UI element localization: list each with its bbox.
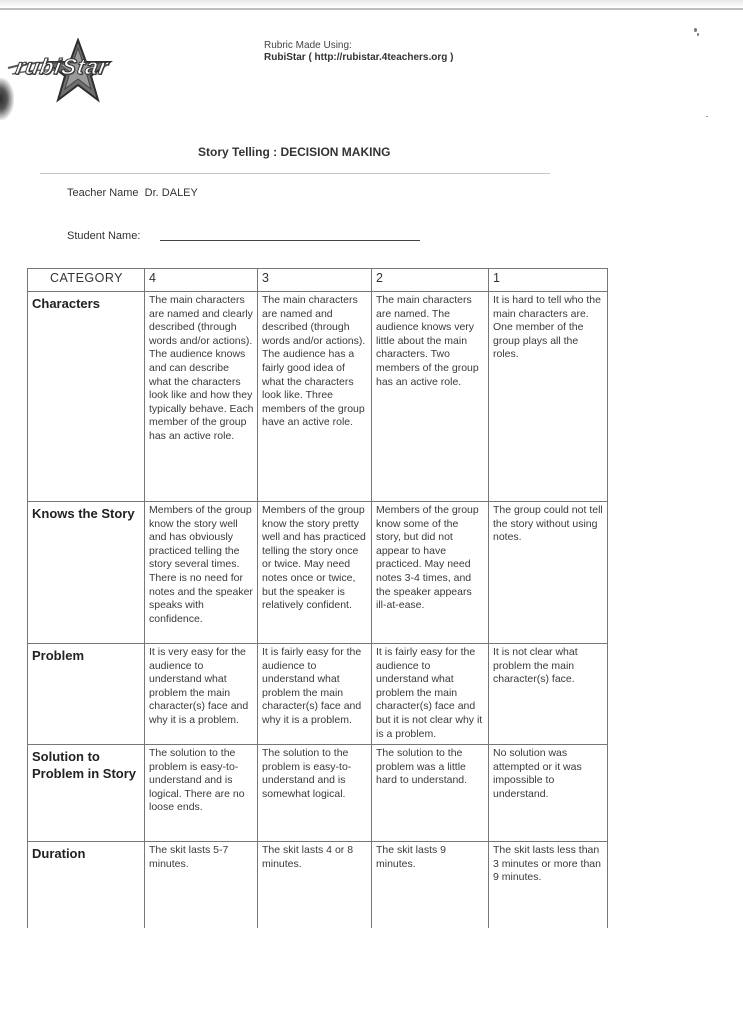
table-row: [28, 745, 608, 842]
rubric-title: Story Telling : DECISION MAKING: [198, 145, 391, 159]
score-2-cell: The skit lasts 9 minutes.: [372, 842, 489, 928]
score-2-cell: The solution to the problem was a little hard to understand.: [372, 745, 489, 842]
column-header-3: 3: [258, 269, 372, 292]
table-row: [28, 644, 608, 745]
score-1-cell: No solution was attempted or it was impossible to understand.: [489, 745, 608, 842]
student-name-row: [67, 230, 140, 242]
column-header-category: CATEGORY: [28, 269, 145, 292]
scan-top-edge: [0, 8, 743, 10]
scan-speck: [694, 28, 697, 32]
teacher-name-label: Teacher Name: [67, 187, 139, 199]
score-3-cell: Members of the group know the story pretty well and has practiced telling the story once or twice. May need notes once or twice, but the speaker is relatively confident.: [258, 502, 372, 644]
teacher-name-row: [67, 187, 198, 199]
logo-wordmark: rubiStar: [13, 54, 111, 79]
table-row: [28, 502, 608, 644]
category-cell: Solution to Problem in Story: [28, 745, 145, 842]
score-3-cell: The skit lasts 4 or 8 minutes.: [258, 842, 372, 928]
title-divider: [40, 173, 550, 174]
score-1-cell: It is not clear what problem the main character(s) face.: [489, 644, 608, 745]
category-cell: Knows the Story: [28, 502, 145, 644]
table-row: [28, 842, 608, 928]
score-4-cell: It is very easy for the audience to understand what problem the main character(s) face and why it is a problem.: [145, 644, 258, 745]
scan-edge-shadow: [0, 0, 743, 8]
rubistar-logo: [6, 38, 136, 108]
student-name-label: Student Name:: [67, 230, 141, 242]
student-name-field[interactable]: [160, 240, 420, 241]
category-cell: Characters: [28, 292, 145, 502]
column-header-4: 4: [145, 269, 258, 292]
rubistar-link[interactable]: RubiStar ( http://rubistar.4teachers.org ): [264, 52, 454, 63]
score-1-cell: The group could not tell the story without using notes.: [489, 502, 608, 644]
score-1-cell: It is hard to tell who the main characters are. One member of the group plays all the roles.: [489, 292, 608, 502]
rubric-table: [27, 268, 608, 928]
score-3-cell: The solution to the problem is easy-to-understand and is somewhat logical.: [258, 745, 372, 842]
score-4-cell: The solution to the problem is easy-to-understand and is logical. There are no loose ends.: [145, 745, 258, 842]
score-2-cell: Members of the group know some of the story, but did not appear to have practiced. May need notes 3-4 times, and the speaker appears ill-at-ease.: [372, 502, 489, 644]
rubric-source: [264, 40, 453, 64]
score-4-cell: Members of the group know the story well and has obviously practiced telling the story several times. There is no need for notes and the speaker speaks with confidence.: [145, 502, 258, 644]
category-cell: Problem: [28, 644, 145, 745]
score-2-cell: It is fairly easy for the audience to understand what problem the main character(s) face and but it is not clear why it is a problem.: [372, 644, 489, 745]
scan-speck: [706, 116, 708, 117]
made-using-label: Rubric Made Using:: [264, 40, 352, 51]
header-row: [28, 269, 608, 292]
score-2-cell: The main characters are named. The audience knows very little about the main characters. Two members of the group has an active role.: [372, 292, 489, 502]
column-header-2: 2: [372, 269, 489, 292]
scan-speck: [697, 33, 699, 36]
score-3-cell: The main characters are named and described (through words and/or actions). The audience has a fairly good idea of what the characters look like. Three members of the group have an active role.: [258, 292, 372, 502]
column-header-1: 1: [489, 269, 608, 292]
score-4-cell: The skit lasts 5-7 minutes.: [145, 842, 258, 928]
score-3-cell: It is fairly easy for the audience to understand what problem the main character(s) face and why it is a problem.: [258, 644, 372, 745]
score-4-cell: The main characters are named and clearly described (through words and/or actions). The audience knows and can describe what the characters look like and how they typically behave. Each member of the group has an active role.: [145, 292, 258, 502]
category-cell: Duration: [28, 842, 145, 928]
score-1-cell: The skit lasts less than 3 minutes or more than 9 minutes.: [489, 842, 608, 928]
table-row: [28, 292, 608, 502]
teacher-name-value: Dr. DALEY: [144, 187, 198, 199]
